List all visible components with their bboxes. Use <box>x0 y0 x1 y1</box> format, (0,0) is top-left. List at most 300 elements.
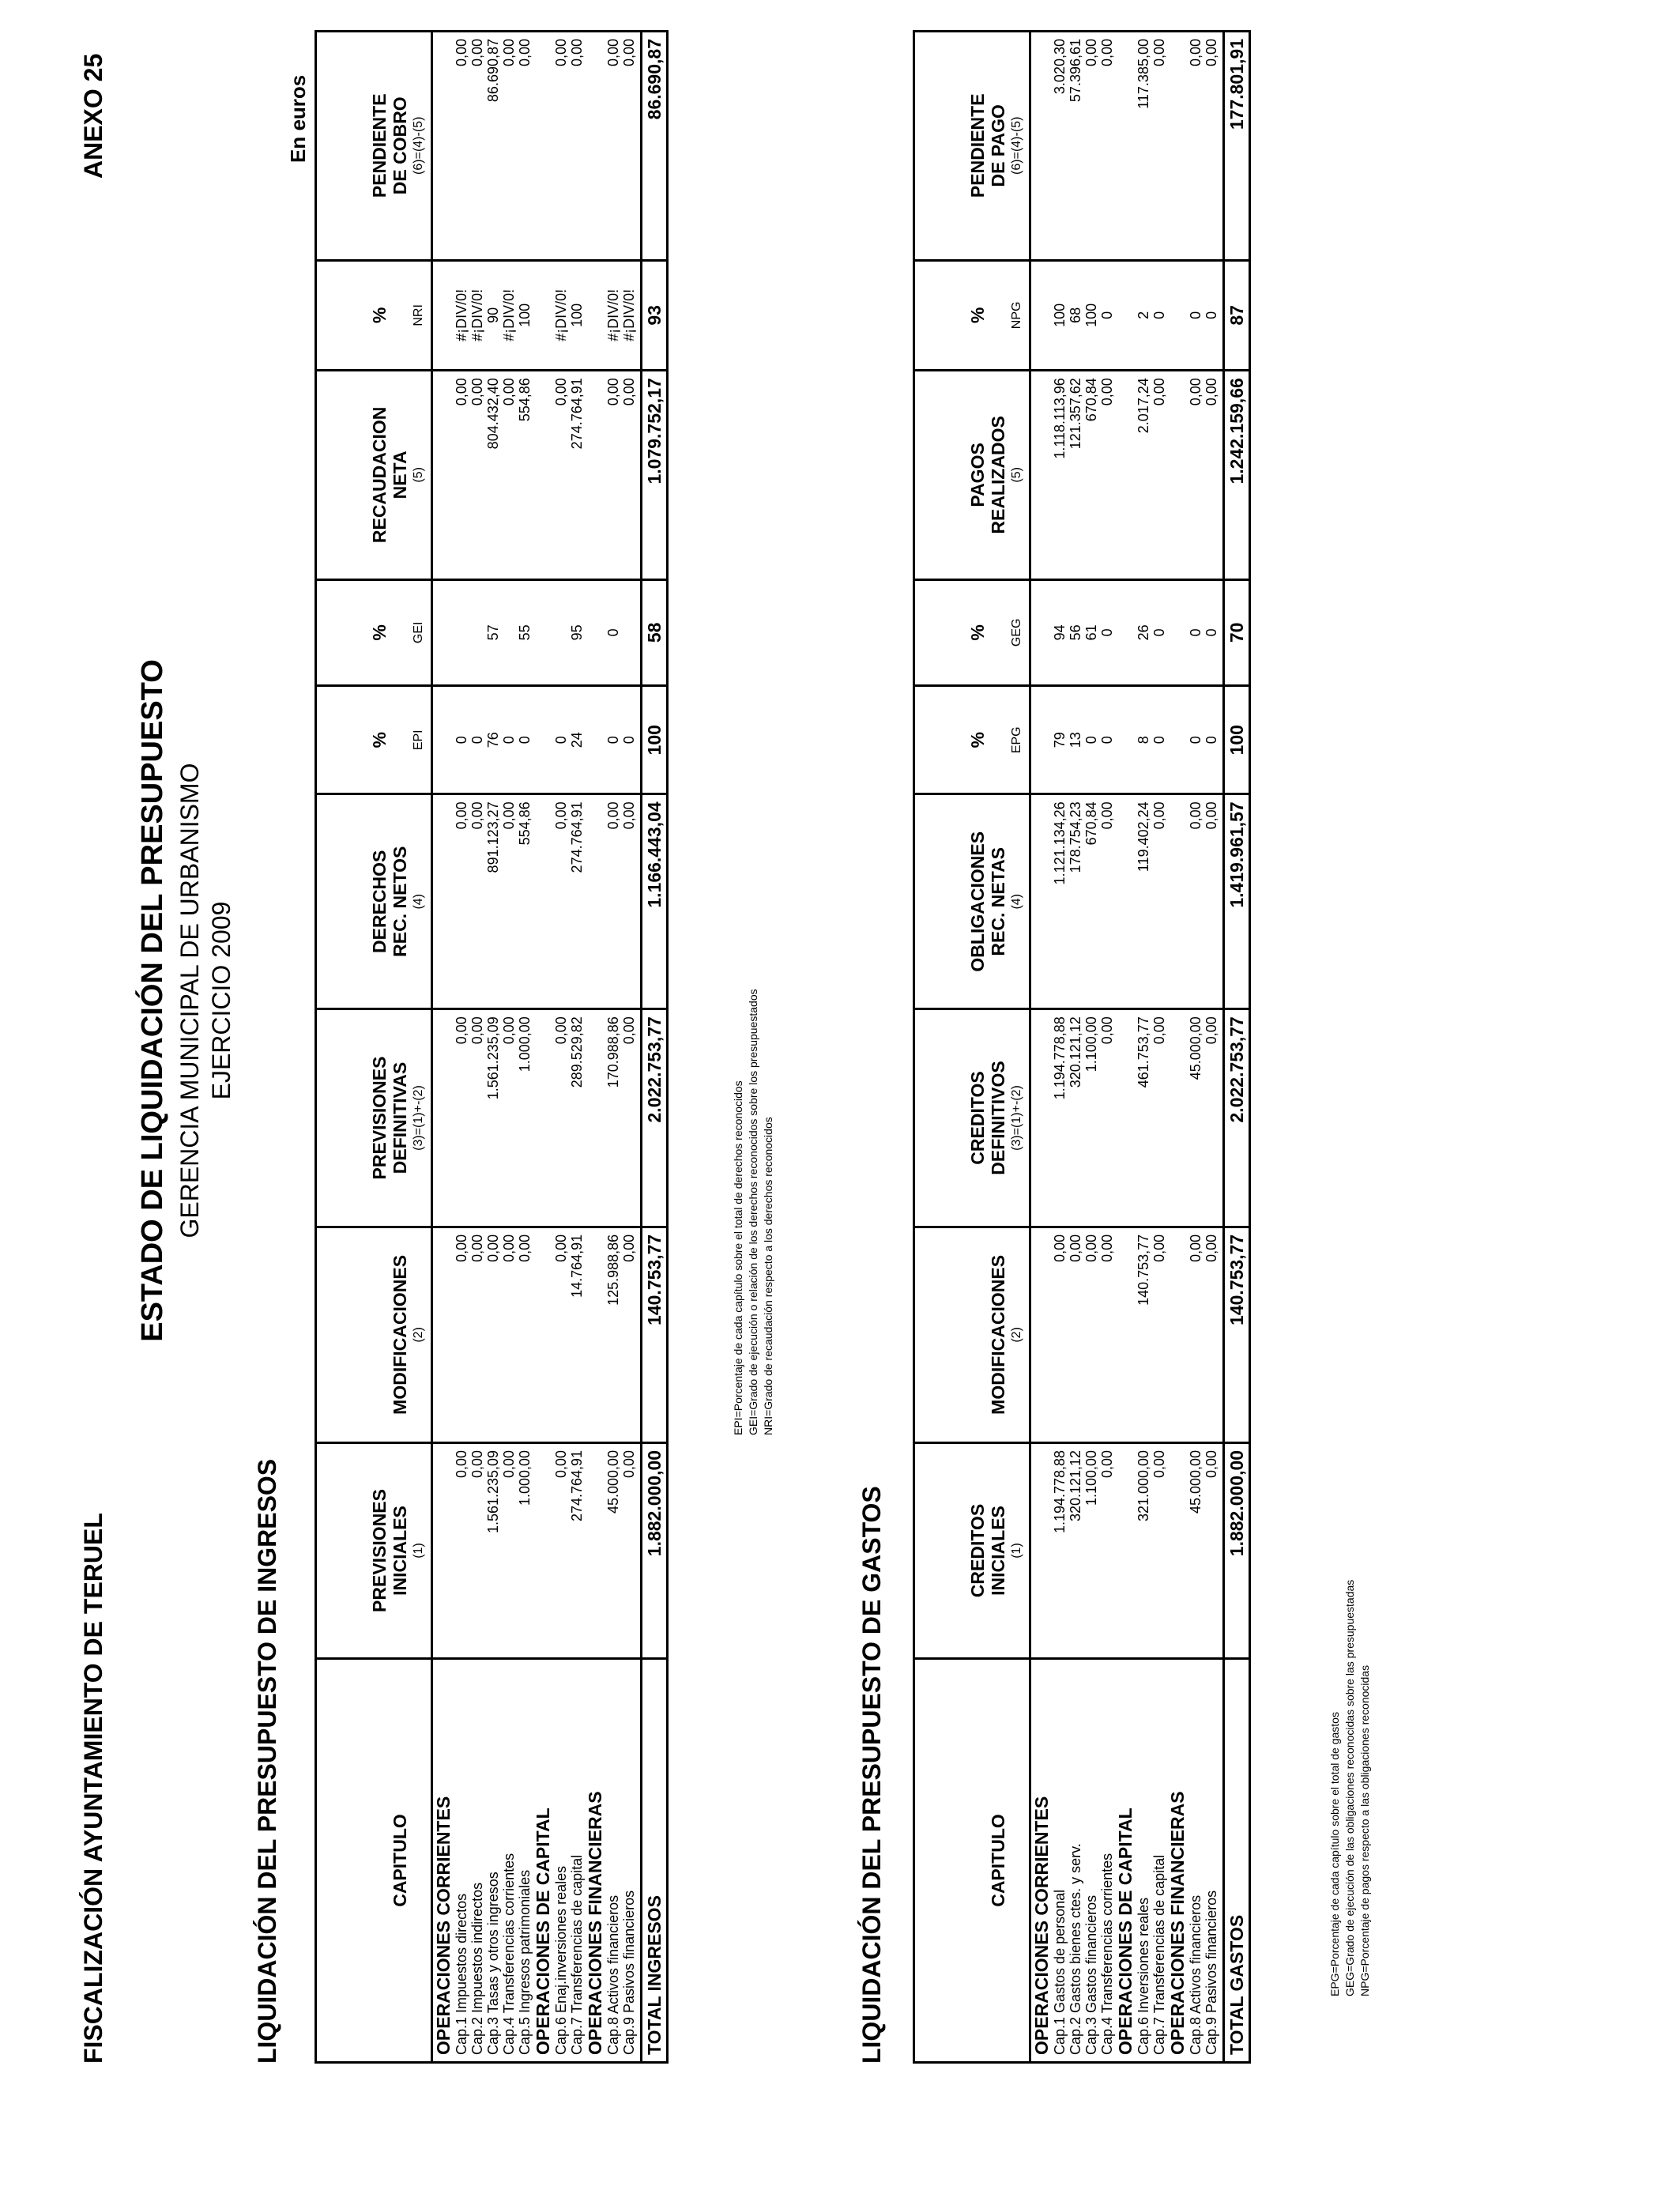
column-header-line: DEFINITIVOS <box>988 1061 1008 1175</box>
table-cell: #¡DIV/0! <box>621 260 637 371</box>
table-cell: 0,00 <box>553 794 569 1009</box>
table-cell: 0,00 <box>1203 1442 1219 1658</box>
table-cell: 95 <box>569 579 585 686</box>
column-header-line: (2) <box>412 1327 425 1343</box>
table-cell: #¡DIV/0! <box>469 260 485 371</box>
column-header-line: CREDITOS <box>967 1503 988 1598</box>
table-cell <box>533 686 553 794</box>
table-cell <box>1167 686 1188 794</box>
entity-subtitle: GERENCIA MUNICIPAL DE URBANISMO <box>175 763 204 1238</box>
table-cell: 0,00 <box>1099 371 1115 579</box>
gastos-column-header <box>914 1659 1030 2063</box>
table-cell: 45.000,00 <box>605 1442 621 1658</box>
table-cell <box>1030 371 1053 579</box>
table-cell: 0,00 <box>469 1442 485 1658</box>
ingresos-column-header <box>316 32 432 261</box>
table-cell <box>1115 32 1136 261</box>
table-cell: 0,00 <box>469 1009 485 1227</box>
total-cell: 100 <box>642 686 668 794</box>
total-cell: 1.882.000,00 <box>642 1442 668 1658</box>
table-cell: 1.194.778,88 <box>1052 1442 1068 1658</box>
table-cell: 0,00 <box>621 32 637 261</box>
ingresos-column-header <box>316 1442 432 1658</box>
table-cell: 0,00 <box>469 371 485 579</box>
table-cell: 0 <box>605 686 621 794</box>
table-cell <box>533 579 553 686</box>
table-cell: 670,84 <box>1083 794 1099 1009</box>
column-header-line: NETA <box>390 450 410 499</box>
table-cell: #¡DIV/0! <box>553 260 569 371</box>
table-row <box>485 32 501 2063</box>
table-cell: 0 <box>1151 260 1167 371</box>
row-label: OPERACIONES CORRIENTES <box>432 1659 454 2063</box>
total-label: TOTAL INGRESOS <box>642 1659 668 2063</box>
note-nri: NRI=Grado de recaudación respecto a los derechos reconocidos <box>762 1117 774 1435</box>
row-label: Cap.3 Tasas y otros ingresos <box>485 1659 501 2063</box>
entity-heading: FISCALIZACIÓN AYUNTAMIENTO DE TERUEL <box>79 1513 107 2064</box>
table-cell: 0,00 <box>1188 32 1203 261</box>
total-cell: 1.242.159,66 <box>1224 371 1250 579</box>
note-geg: GEG=Grado de ejecución de las obligaciones reconocidas sobre las presupuestadas <box>1343 1579 1356 1996</box>
table-cell: 2.017,24 <box>1136 371 1151 579</box>
table-cell: 0,00 <box>1203 1227 1219 1442</box>
table-cell <box>1115 686 1136 794</box>
row-label: OPERACIONES DE CAPITAL <box>533 1659 553 2063</box>
column-header-line <box>988 587 1008 679</box>
gastos-column-header <box>914 260 1030 371</box>
table-cell <box>432 1227 454 1442</box>
ingresos-column-header <box>316 686 432 794</box>
table-row <box>1052 32 1068 2063</box>
total-cell: 140.753,77 <box>642 1227 668 1442</box>
column-header-line: % <box>369 307 390 324</box>
table-cell: 1.121.134,26 <box>1052 794 1068 1009</box>
table-row <box>1099 32 1115 2063</box>
table-cell <box>1030 794 1053 1009</box>
table-cell: 14.764,91 <box>569 1227 585 1442</box>
row-label: Cap.7 Transferencias de capital <box>569 1659 585 2063</box>
table-cell: 0,00 <box>469 794 485 1009</box>
table-cell: 554,86 <box>517 371 533 579</box>
table-cell: 0 <box>501 686 517 794</box>
table-cell <box>1167 1442 1188 1658</box>
column-header-line: PAGOS <box>967 443 988 507</box>
total-cell: 140.753,77 <box>1224 1227 1250 1442</box>
section-row <box>533 32 553 2063</box>
column-header-line: MODIFICACIONES <box>988 1254 1008 1415</box>
total-cell: 58 <box>642 579 668 686</box>
ingresos-column-header <box>316 260 432 371</box>
gastos-column-header <box>914 371 1030 579</box>
column-header-line <box>390 693 410 786</box>
table-cell: 1.000,00 <box>517 1442 533 1658</box>
column-header-line: INICIALES <box>988 1506 1008 1596</box>
table-cell: 76 <box>485 686 501 794</box>
total-cell: 177.801,91 <box>1224 32 1250 261</box>
table-cell: 0,00 <box>1203 1009 1219 1227</box>
table-cell: 0,00 <box>469 32 485 261</box>
table-cell: 0,00 <box>553 371 569 579</box>
table-cell <box>469 579 485 686</box>
table-cell <box>432 794 454 1009</box>
column-header-line: PENDIENTE <box>967 93 988 198</box>
table-cell <box>1030 579 1053 686</box>
table-cell: 0,00 <box>1188 371 1203 579</box>
table-cell: 0,00 <box>1151 1227 1167 1442</box>
table-cell: 0,00 <box>605 371 621 579</box>
column-header-line: (1) <box>1010 1543 1023 1559</box>
row-label: Cap.5 Ingresos patrimoniales <box>517 1659 533 2063</box>
table-cell: 0,00 <box>621 794 637 1009</box>
table-cell: 274.764,91 <box>569 794 585 1009</box>
table-cell: 57 <box>485 579 501 686</box>
table-cell <box>533 371 553 579</box>
table-cell: 0,00 <box>485 1227 501 1442</box>
table-cell: 0 <box>1203 686 1219 794</box>
column-header-line <box>967 1666 988 2055</box>
table-cell <box>1167 579 1188 686</box>
column-header-line: DERECHOS <box>369 850 390 953</box>
column-header-line: PENDIENTE <box>369 93 390 198</box>
table-cell <box>533 260 553 371</box>
table-cell: 0,00 <box>621 1442 637 1658</box>
table-row <box>501 32 517 2063</box>
column-header-line: % <box>967 307 988 324</box>
row-label: Cap.8 Activos financieros <box>1188 1659 1203 2063</box>
column-header-line: CREDITOS <box>967 1071 988 1165</box>
total-cell: 70 <box>1224 579 1250 686</box>
table-cell <box>1167 1227 1188 1442</box>
ingresos-header-row <box>316 32 432 2063</box>
table-cell: 0,00 <box>454 32 469 261</box>
table-cell: 1.194.778,88 <box>1052 1009 1068 1227</box>
table-cell <box>1030 1009 1053 1227</box>
table-cell: 90 <box>485 260 501 371</box>
total-cell: 100 <box>1224 686 1250 794</box>
ingresos-table <box>315 30 669 2064</box>
currency-unit: En euros <box>286 74 310 163</box>
row-label: Cap.2 Gastos bienes ctes. y serv. <box>1068 1659 1083 2063</box>
table-cell: 0 <box>1083 686 1099 794</box>
ingresos-section-title: LIQUIDACIÓN DEL PRESUPUESTO DE INGRESOS <box>253 1458 281 2064</box>
table-cell: 0,00 <box>501 1442 517 1658</box>
table-cell: 26 <box>1136 579 1151 686</box>
table-cell: 0 <box>469 686 485 794</box>
column-header-line: (1) <box>412 1543 425 1559</box>
table-cell <box>432 1009 454 1227</box>
table-cell: 0,00 <box>1099 794 1115 1009</box>
row-label: Cap.9 Pasivos financieros <box>621 1659 637 2063</box>
table-cell: 320.121,12 <box>1068 1442 1083 1658</box>
ingresos-header <box>316 32 432 2063</box>
table-cell: 3.020,30 <box>1052 32 1068 261</box>
table-cell <box>585 686 605 794</box>
gastos-column-header <box>914 686 1030 794</box>
row-label: OPERACIONES FINANCIERAS <box>1167 1659 1188 2063</box>
table-cell <box>1030 686 1053 794</box>
table-cell: 274.764,91 <box>569 1442 585 1658</box>
table-cell <box>621 579 637 686</box>
gastos-section-title: LIQUIDACIÓN DEL PRESUPUESTO DE GASTOS <box>857 1486 886 2064</box>
document-title: ESTADO DE LIQUIDACIÓN DEL PRESUPUESTO <box>136 659 169 1342</box>
table-cell: 0 <box>1151 686 1167 794</box>
note-epi: EPI=Porcentaje de cada capítulo sobre el total de derechos reconocidos <box>732 1080 744 1435</box>
total-cell: 86.690,87 <box>642 32 668 261</box>
total-label: TOTAL GASTOS <box>1224 1659 1250 2063</box>
table-cell: 274.764,91 <box>569 371 585 579</box>
table-cell: 891.123,27 <box>485 794 501 1009</box>
row-label: Cap.2 Impuestos indirectos <box>469 1659 485 2063</box>
gastos-header-row <box>914 32 1030 2063</box>
column-header-line: NRI <box>412 304 425 326</box>
table-cell <box>585 260 605 371</box>
section-row <box>432 32 454 2063</box>
table-cell: 0 <box>1099 686 1115 794</box>
gastos-column-header <box>914 794 1030 1009</box>
table-row <box>1151 32 1167 2063</box>
table-cell: 125.988,86 <box>605 1227 621 1442</box>
table-cell: 1.100,00 <box>1083 1009 1099 1227</box>
table-cell: 24 <box>569 686 585 794</box>
column-header-line: GEI <box>412 621 425 644</box>
table-cell: 0 <box>1188 686 1203 794</box>
table-cell: 0,00 <box>1203 794 1219 1009</box>
column-header-line: % <box>369 624 390 641</box>
total-cell: 1.419.961,57 <box>1224 794 1250 1009</box>
table-cell: 0,00 <box>454 371 469 579</box>
table-cell: 321.000,00 <box>1136 1442 1151 1658</box>
ingresos-total <box>642 32 668 2063</box>
table-cell: 121.357,62 <box>1068 371 1083 579</box>
table-cell: 0,00 <box>469 1227 485 1442</box>
column-header-line <box>369 1666 390 2055</box>
total-cell: 2.022.753,77 <box>1224 1009 1250 1227</box>
table-cell: 61 <box>1083 579 1099 686</box>
total-cell: 93 <box>642 260 668 371</box>
table-cell <box>533 794 553 1009</box>
row-label: OPERACIONES DE CAPITAL <box>1115 1659 1136 2063</box>
table-cell: 0,00 <box>605 32 621 261</box>
table-row <box>454 32 469 2063</box>
ingresos-column-header <box>316 1009 432 1227</box>
section-row <box>585 32 605 2063</box>
table-cell: 0 <box>1151 579 1167 686</box>
table-cell: 0,00 <box>1151 794 1167 1009</box>
column-header-line: (3)=(1)+-(2) <box>412 1085 425 1151</box>
row-label: Cap.3 Gastos financieros <box>1083 1659 1099 2063</box>
table-cell: 0,00 <box>501 1009 517 1227</box>
row-label: OPERACIONES FINANCIERAS <box>585 1659 605 2063</box>
table-cell: 0,00 <box>1099 1227 1115 1442</box>
table-cell: 68 <box>1068 260 1083 371</box>
table-cell: 0,00 <box>553 32 569 261</box>
column-header-line: DE COBRO <box>390 96 410 195</box>
table-cell: #¡DIV/0! <box>454 260 469 371</box>
table-cell: 0,00 <box>1083 1227 1099 1442</box>
column-header-line: DEFINITIVAS <box>390 1061 410 1174</box>
column-header-line: (4) <box>1010 893 1023 910</box>
table-cell: 0,00 <box>501 794 517 1009</box>
table-cell: 178.754,23 <box>1068 794 1083 1009</box>
table-cell <box>432 686 454 794</box>
section-row <box>1030 32 1053 2063</box>
table-cell: 0 <box>553 686 569 794</box>
column-header-line: CAPITULO <box>988 1814 1008 1907</box>
table-cell: 0,00 <box>454 1009 469 1227</box>
table-cell: 0,00 <box>621 371 637 579</box>
table-cell: 117.385,00 <box>1136 32 1151 261</box>
gastos-table <box>913 30 1251 2064</box>
table-row <box>1068 32 1083 2063</box>
column-header-line: (4) <box>412 893 425 910</box>
column-header-line: (6)=(4)-(5) <box>412 116 425 175</box>
column-header-line: (5) <box>412 467 425 483</box>
table-cell: 0,00 <box>553 1009 569 1227</box>
table-cell: 554,86 <box>517 794 533 1009</box>
table-cell: 0,00 <box>569 32 585 261</box>
table-cell <box>553 579 569 686</box>
table-cell: 0 <box>1203 260 1219 371</box>
table-cell: 804.432,40 <box>485 371 501 579</box>
table-cell: #¡DIV/0! <box>501 260 517 371</box>
table-cell <box>533 1442 553 1658</box>
fiscal-year: EJERCICIO 2009 <box>207 901 235 1100</box>
section-row <box>1167 32 1188 2063</box>
table-cell: 55 <box>517 579 533 686</box>
table-cell <box>533 1227 553 1442</box>
table-cell: 140.753,77 <box>1136 1227 1151 1442</box>
gastos-column-header <box>914 32 1030 261</box>
column-header-line: PREVISIONES <box>369 1489 390 1612</box>
table-cell <box>1167 32 1188 261</box>
gastos-column-header <box>914 579 1030 686</box>
table-cell: 0,00 <box>1068 1227 1083 1442</box>
column-header-line: EPG <box>1010 726 1023 754</box>
table-cell: 8 <box>1136 686 1151 794</box>
table-row <box>569 32 585 2063</box>
ingresos-column-header <box>316 1227 432 1442</box>
table-cell: 0,00 <box>1188 794 1203 1009</box>
table-row <box>1083 32 1099 2063</box>
table-row <box>517 32 533 2063</box>
note-gei: GEI=Grado de ejecución o relación de los derechos reconocidos sobre los presupuestados <box>747 989 759 1435</box>
column-header-line: REALIZADOS <box>988 416 1008 534</box>
rotated-page <box>0 8 1664 2186</box>
table-cell: 461.753,77 <box>1136 1009 1151 1227</box>
table-cell: 0,00 <box>621 1009 637 1227</box>
table-cell <box>1115 1227 1136 1442</box>
table-cell: 0,00 <box>1151 1009 1167 1227</box>
table-cell: 0,00 <box>553 1442 569 1658</box>
table-cell: 0,00 <box>454 1227 469 1442</box>
total-cell: 87 <box>1224 260 1250 371</box>
table-cell: 100 <box>1052 260 1068 371</box>
table-cell: 0,00 <box>1052 1227 1068 1442</box>
table-cell: 0 <box>454 686 469 794</box>
table-cell: 0,00 <box>1099 32 1115 261</box>
column-header-line: % <box>967 624 988 641</box>
table-cell: 0,00 <box>454 1442 469 1658</box>
table-cell: 320.121,12 <box>1068 1009 1083 1227</box>
column-header-line <box>390 587 410 679</box>
column-header-line <box>369 1235 390 1435</box>
table-cell: 0,00 <box>621 1227 637 1442</box>
row-label: Cap.4 Transferencias corrientes <box>1099 1659 1115 2063</box>
table-cell <box>585 1227 605 1442</box>
table-cell: 0 <box>1099 579 1115 686</box>
table-cell: 2 <box>1136 260 1151 371</box>
table-cell: 0,00 <box>605 794 621 1009</box>
gastos-header <box>914 32 1030 2063</box>
table-cell: 0 <box>1099 260 1115 371</box>
total-cell: 1.166.443,04 <box>642 794 668 1009</box>
table-cell <box>1167 371 1188 579</box>
ingresos-notes <box>731 989 776 1435</box>
column-header-line: OBLIGACIONES <box>967 831 988 972</box>
table-cell: 0,00 <box>1083 32 1099 261</box>
gastos-column-header <box>914 1442 1030 1658</box>
total-row <box>1224 32 1250 2063</box>
table-cell: 289.529,82 <box>569 1009 585 1227</box>
column-header-line: REC. NETOS <box>390 846 410 957</box>
table-cell <box>585 32 605 261</box>
row-label: Cap.6 Enaj.inversiones reales <box>553 1659 569 2063</box>
column-header-line: RECAUDACION <box>369 406 390 544</box>
table-cell <box>432 579 454 686</box>
column-header-line: (5) <box>1010 467 1023 483</box>
table-cell: 170.988,86 <box>605 1009 621 1227</box>
column-header-line <box>988 693 1008 786</box>
table-cell: 0,00 <box>1203 32 1219 261</box>
table-cell: 0 <box>1203 579 1219 686</box>
ingresos-body <box>432 32 642 2063</box>
row-label: Cap.8 Activos financieros <box>605 1659 621 2063</box>
table-cell: 1.100,00 <box>1083 1442 1099 1658</box>
row-label: OPERACIONES CORRIENTES <box>1030 1659 1053 2063</box>
table-cell <box>1115 1009 1136 1227</box>
gastos-total <box>1224 32 1250 2063</box>
column-header-line: NPG <box>1010 301 1023 330</box>
table-cell <box>1030 260 1053 371</box>
row-label: Cap.1 Impuestos directos <box>454 1659 469 2063</box>
column-header-line: (2) <box>1010 1327 1023 1343</box>
table-cell <box>585 1442 605 1658</box>
table-row <box>1136 32 1151 2063</box>
table-cell <box>1167 260 1188 371</box>
table-cell: 0 <box>621 686 637 794</box>
table-cell <box>1167 1009 1188 1227</box>
table-cell: 0 <box>605 579 621 686</box>
row-label: Cap.6 Inversiones reales <box>1136 1659 1151 2063</box>
table-cell: 0 <box>517 686 533 794</box>
section-row <box>1115 32 1136 2063</box>
row-label: Cap.1 Gastos de personal <box>1052 1659 1068 2063</box>
table-cell <box>533 1009 553 1227</box>
table-row <box>553 32 569 2063</box>
table-cell: 0,00 <box>501 371 517 579</box>
column-header-line <box>1008 1666 1026 2055</box>
table-cell: #¡DIV/0! <box>605 260 621 371</box>
table-cell <box>454 579 469 686</box>
table-cell: 79 <box>1052 686 1068 794</box>
table-cell <box>585 794 605 1009</box>
column-header-line: MODIFICACIONES <box>390 1254 410 1415</box>
table-cell: 119.402,24 <box>1136 794 1151 1009</box>
column-header-line <box>390 268 410 364</box>
total-cell: 1.882.000,00 <box>1224 1442 1250 1658</box>
note-epg: EPG=Porcentaje de cada capítulo sobre el total de gastos <box>1328 1712 1341 1996</box>
table-cell <box>585 1009 605 1227</box>
